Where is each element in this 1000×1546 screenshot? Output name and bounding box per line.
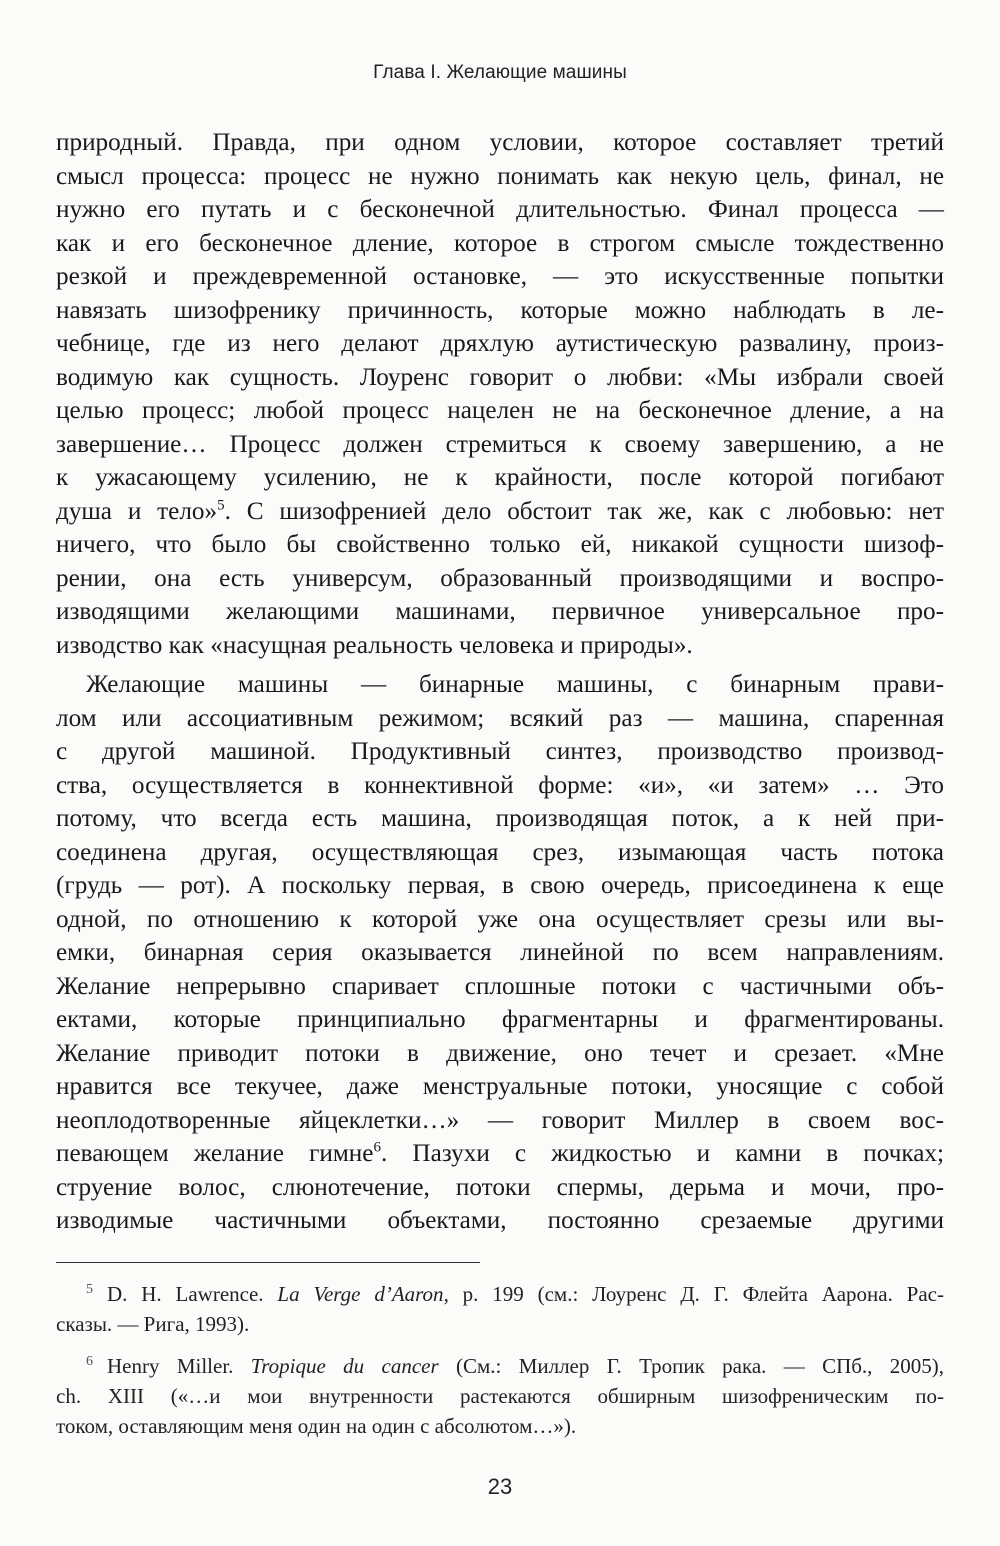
text-line: ничего, что было бы свойственно только ей, никакой сущности шизоф- — [56, 531, 944, 558]
text-line: соединена другая, осуществляющая срез, изымающая часть потока — [56, 838, 944, 866]
footnote-ref[interactable]: 5 — [217, 497, 225, 514]
footnote-title: La Verge d’Aaron — [277, 1282, 444, 1306]
text-segment: . Пазухи с жидкостью и камни в почках; — [380, 1140, 944, 1167]
text-line: изводство как «насущная реальность человека и природы». — [56, 631, 693, 659]
footnote-author: Henry Miller. — [107, 1354, 251, 1378]
text-line: чебнице, где из него делают дряхлую аутистическую развалину, произ- — [56, 330, 944, 357]
footnote-text: (См.: Миллер Г. Тропик рака. — СПб., 2005), — [438, 1354, 945, 1378]
page-number: 23 — [487, 1474, 513, 1499]
footnote-number: 5 — [86, 1282, 93, 1297]
footnote-line — [56, 1279, 944, 1309]
footnote-text: , p. 199 (см.: Лоуренс Д. Г. Флейта Аарона. Рас- — [443, 1282, 944, 1306]
text-line: природный. Правда, при одном условии, которое составляет третий — [56, 129, 944, 156]
footnote-line: током, оставляющим меня один на один с абсолютом…»). — [56, 1414, 577, 1438]
text-line — [56, 495, 944, 529]
footnote-5 — [56, 1279, 944, 1339]
text-line: к ужасающему усилению, не к крайности, после которой погибают — [56, 464, 944, 491]
text-line: Желание приводит потоки в движение, оно течет и срезает. «Мне — [56, 1039, 944, 1067]
text-line: резкой и преждевременной остановке, — это искусственные попытки — [56, 263, 944, 290]
text-line: как и его бесконечное дление, которое в строгом смысле тождественно — [56, 229, 944, 257]
text-line: изводимые частичными объектами, постоянно срезаемые другими — [56, 1207, 944, 1234]
body-text — [56, 126, 944, 1238]
paragraph — [56, 668, 944, 1238]
footnote-line: сказы. — Рига, 1993). — [56, 1312, 250, 1336]
text-segment: . С шизофренией дело обстоит так же, как с любовью: нет — [224, 497, 944, 525]
text-line: одной, по отношению к которой уже она осуществляет срезы или вы- — [56, 905, 944, 933]
text-line: Желание непрерывно спаривает сплошные потоки с частичными объ- — [56, 972, 944, 1000]
text-line: потому, что всегда есть машина, производящая поток, а к ней при- — [56, 805, 944, 832]
text-line: неоплодотворенные яйцеклетки…» — говорит Миллер в своем вос- — [56, 1106, 944, 1134]
text-line: ектами, которые принципиально фрагментарны и фрагментированы. — [56, 1006, 944, 1033]
text-line: ства, осуществляется в коннективной форме: «и», «и затем» … Это — [56, 771, 944, 799]
text-line: с другой машиной. Продуктивный синтез, производство производ- — [56, 738, 944, 765]
text-line — [56, 1137, 944, 1171]
text-line: целью процесс; любой процесс нацелен не на бесконечное дление, а на — [56, 397, 944, 424]
footnote-number: 6 — [86, 1354, 93, 1369]
text-segment: душа и тело» — [56, 497, 218, 525]
text-line: (грудь — рот). А поскольку первая, в свою очередь, присоединена к еще — [56, 872, 944, 899]
running-head: Глава I. Желающие машины — [373, 62, 627, 83]
text-line: завершение… Процесс должен стремиться к своему завершению, а не — [56, 430, 944, 458]
text-line: водимую как сущность. Лоуренс говорит о любви: «Мы избрали своей — [56, 363, 944, 391]
text-line: нужно его путать и с бесконечной длительностью. Финал процесса — — [56, 196, 944, 223]
text-line: Желающие машины — бинарные машины, с бинарным прави- — [86, 671, 944, 698]
footnote-line — [56, 1351, 944, 1381]
footnote-6 — [56, 1351, 944, 1441]
text-line: струение волос, слюнотечение, потоки спермы, дерьма и мочи, про- — [56, 1173, 944, 1201]
footnote-divider — [56, 1262, 480, 1263]
footnote-title: Tropique du cancer — [250, 1354, 439, 1378]
footnotes — [56, 1279, 944, 1441]
text-line: лом или ассоциативным режимом; всякий раз — машина, спаренная — [56, 704, 944, 732]
text-line: рении, она есть универсум, образованный производящими и воспро- — [56, 564, 944, 592]
text-line: нравится все текучее, даже менструальные потоки, уносящие с собой — [56, 1073, 944, 1100]
footnote-line: ch. XIII («…и мои внутренности растекаются обширным шизофреническим по- — [56, 1384, 944, 1408]
footnote-ref[interactable]: 6 — [373, 1139, 381, 1156]
text-line: смысл процесса: процесс не нужно понимать как некую цель, финал, не — [56, 162, 944, 190]
text-line: навязать шизофренику причинность, которые можно наблюдать в ле- — [56, 296, 944, 324]
footnote-author: D. H. Lawrence. — [107, 1282, 278, 1306]
text-line: изводящими желающими машинами, первичное универсальное про- — [56, 598, 944, 625]
text-line: емки, бинарная серия оказывается линейной по всем направлениям. — [56, 939, 944, 966]
text-segment: певающем желание гимне — [56, 1140, 374, 1167]
